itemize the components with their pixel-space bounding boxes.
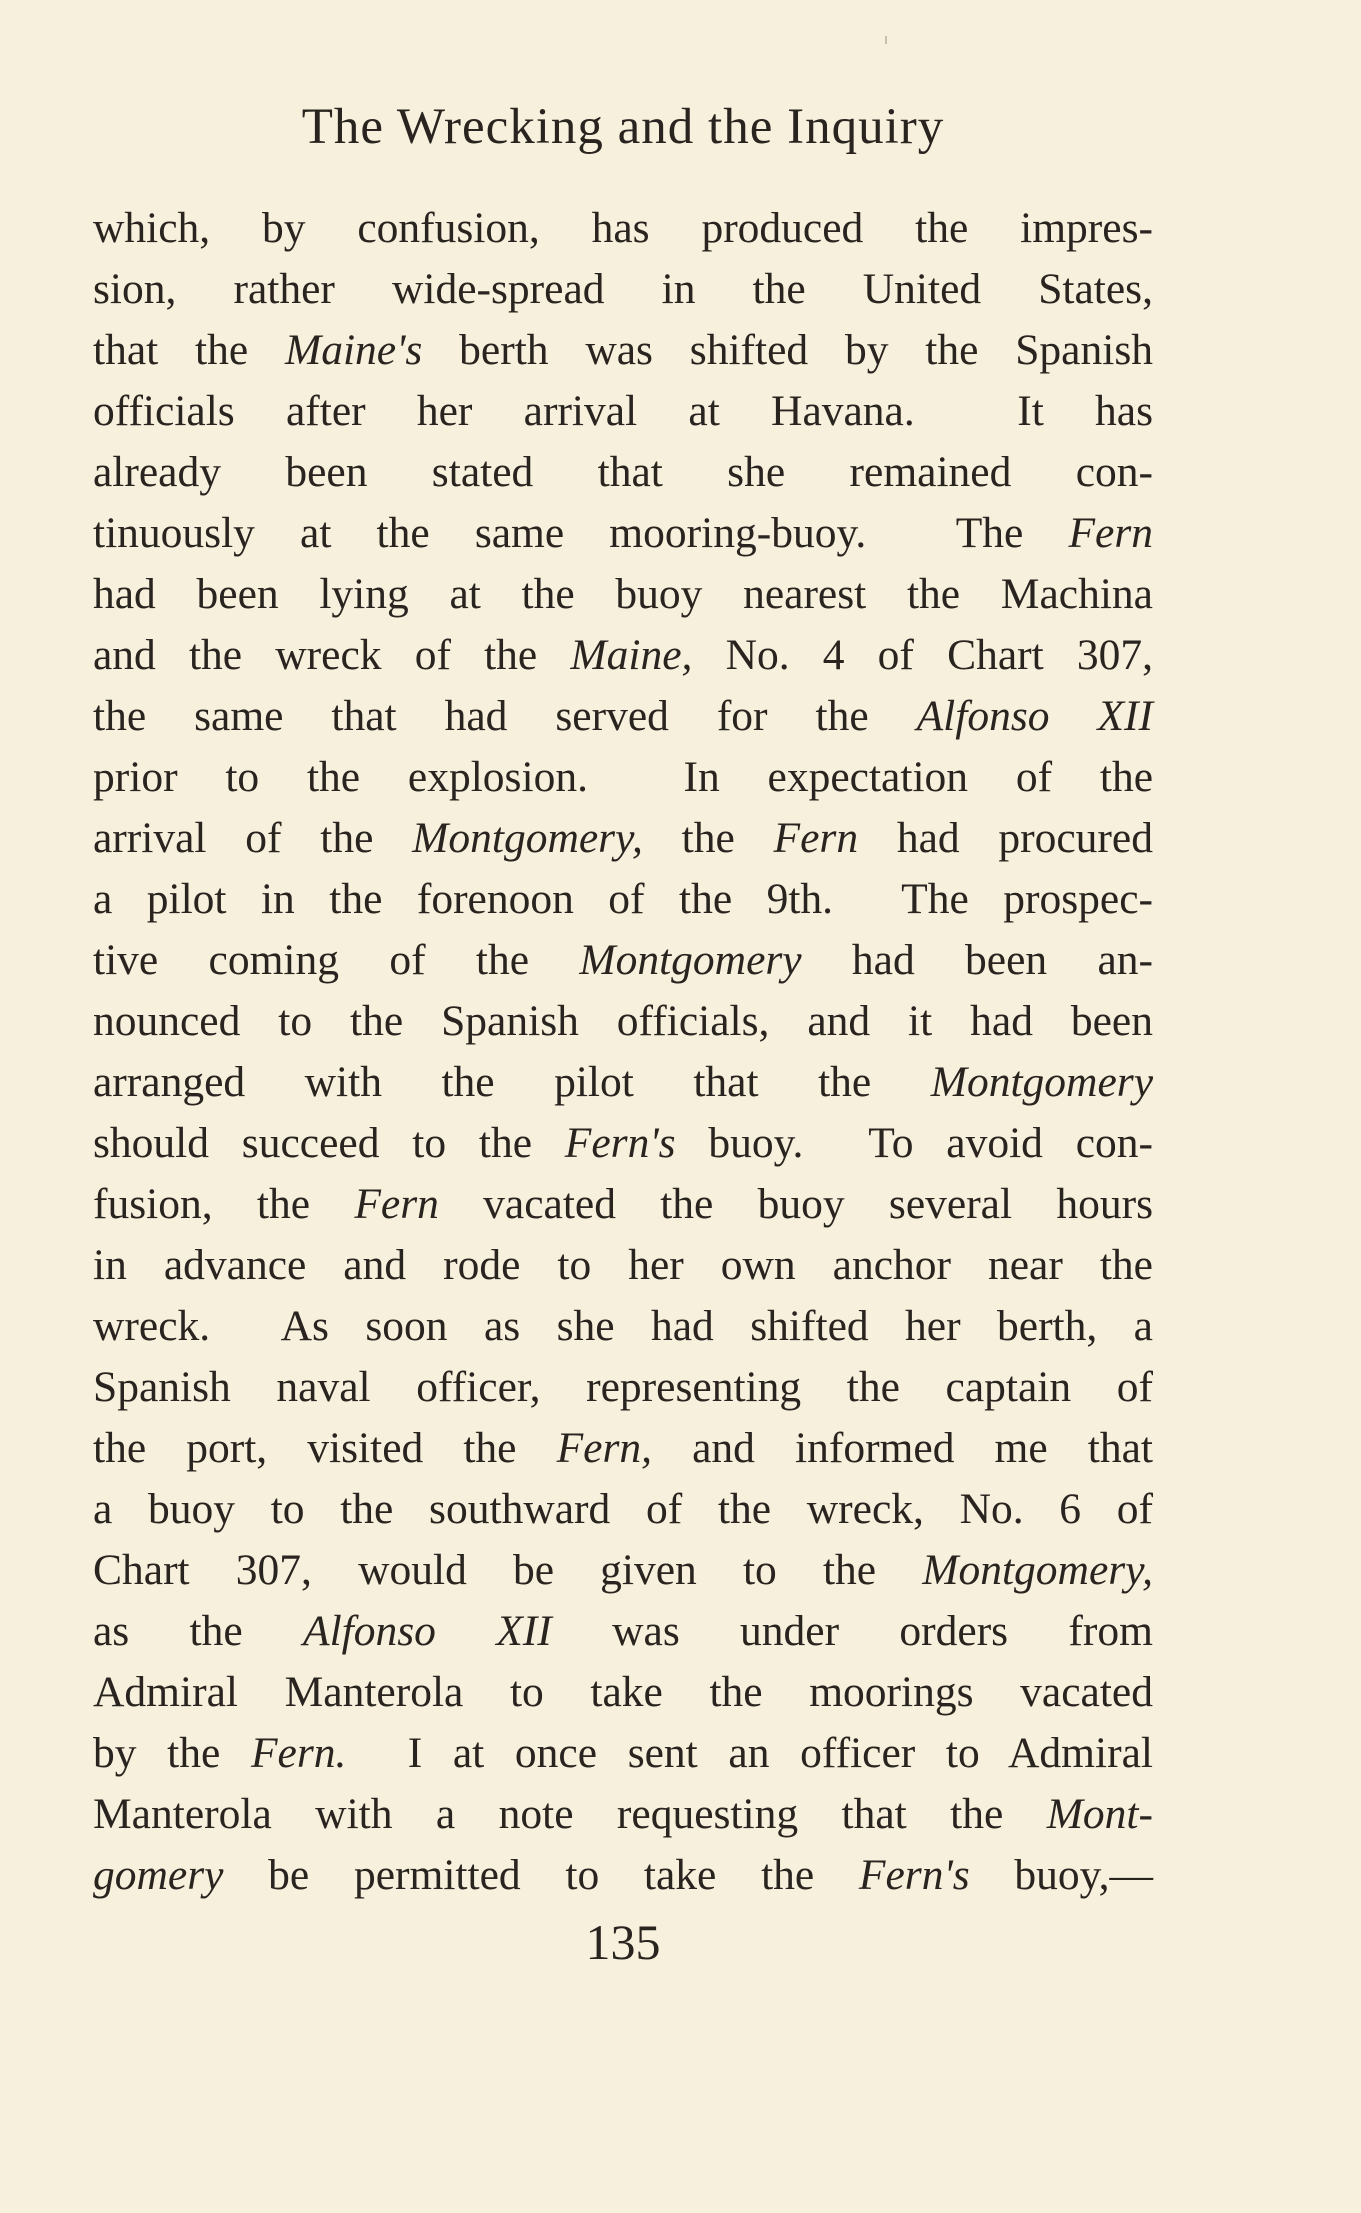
text-segment: the xyxy=(642,814,774,862)
italic-ship-name: Fern's xyxy=(858,1851,970,1899)
italic-ship-name: Fern. xyxy=(250,1729,347,1777)
text-segment: Spanish naval officer, representing the captain of xyxy=(93,1363,1153,1411)
text-segment: tive coming of the xyxy=(93,936,580,984)
text-segment: Admiral Manterola to take the moorings vacated xyxy=(93,1668,1153,1716)
text-line xyxy=(93,503,1153,564)
body-text xyxy=(93,198,1153,1906)
text-segment: I at once sent an officer to Admiral xyxy=(346,1729,1153,1777)
text-line xyxy=(93,991,1153,1052)
text-segment: buoy,— xyxy=(969,1851,1153,1899)
text-line xyxy=(93,930,1153,991)
text-line xyxy=(93,686,1153,747)
text-line xyxy=(93,1662,1153,1723)
text-segment: in advance and rode to her own anchor near the xyxy=(93,1241,1153,1289)
text-line xyxy=(93,381,1153,442)
text-line xyxy=(93,747,1153,808)
text-segment: the port, visited the xyxy=(93,1424,557,1472)
italic-ship-name: Fern xyxy=(1068,509,1153,557)
text-segment: No. 4 of Chart 307, xyxy=(692,631,1153,679)
text-line xyxy=(93,442,1153,503)
text-segment: that the xyxy=(93,326,285,374)
running-head: The Wrecking and the Inquiry xyxy=(301,99,945,155)
text-segment: tinuously at the same mooring-buoy. The xyxy=(93,509,1069,557)
text-segment: fusion, the xyxy=(93,1180,355,1228)
text-line xyxy=(93,1723,1153,1784)
text-segment: Chart 307, would be given to the xyxy=(93,1546,923,1594)
text-line xyxy=(93,1845,1153,1906)
text-line xyxy=(93,1296,1153,1357)
page-number: 135 xyxy=(585,1914,661,1970)
italic-ship-name: Fern's xyxy=(564,1119,676,1167)
text-line xyxy=(93,320,1153,381)
text-segment: vacated the buoy several hours xyxy=(438,1180,1153,1228)
text-line xyxy=(93,1540,1153,1601)
text-line xyxy=(93,1601,1153,1662)
italic-ship-name: Mont- xyxy=(1046,1790,1153,1838)
text-segment: nounced to the Spanish officials, and it had been xyxy=(93,997,1153,1045)
text-line xyxy=(93,564,1153,625)
italic-ship-name: Alfonso XII xyxy=(916,692,1154,740)
text-line xyxy=(93,198,1153,259)
text-segment: wreck. As soon as she had shifted her berth, a xyxy=(93,1302,1153,1350)
text-segment: had been lying at the buoy nearest the Machina xyxy=(93,570,1153,618)
italic-ship-name: Maine, xyxy=(570,631,693,679)
text-segment: a buoy to the southward of the wreck, No. 6 of xyxy=(93,1485,1153,1533)
text-segment: had been an- xyxy=(801,936,1153,984)
text-line xyxy=(93,1357,1153,1418)
text-segment: and informed me that xyxy=(652,1424,1153,1472)
text-segment: a pilot in the forenoon of the 9th. The prospec- xyxy=(93,875,1153,923)
text-segment: as the xyxy=(93,1607,303,1655)
italic-ship-name: Montgomery xyxy=(579,936,802,984)
text-line xyxy=(93,1479,1153,1540)
italic-ship-name: Fern xyxy=(773,814,859,862)
italic-ship-name: Montgomery, xyxy=(922,1546,1153,1594)
text-segment: which, by confusion, has produced the impres- xyxy=(93,204,1153,252)
text-line xyxy=(93,1113,1153,1174)
text-segment: the same that had served for the xyxy=(93,692,917,740)
text-segment: already been stated that she remained con- xyxy=(93,448,1153,496)
text-line xyxy=(93,808,1153,869)
text-line xyxy=(93,1235,1153,1296)
text-line xyxy=(93,1418,1153,1479)
text-segment: Manterola with a note requesting that the xyxy=(93,1790,1047,1838)
text-segment: be permitted to take the xyxy=(223,1851,859,1899)
text-segment: berth was shifted by the Spanish xyxy=(422,326,1153,374)
italic-ship-name: gomery xyxy=(93,1851,224,1899)
italic-ship-name: Alfonso XII xyxy=(303,1607,552,1655)
paper-speck xyxy=(885,36,887,44)
text-segment: was under orders from xyxy=(551,1607,1153,1655)
text-line xyxy=(93,869,1153,930)
italic-ship-name: Montgomery xyxy=(930,1058,1153,1106)
text-segment: by the xyxy=(93,1729,251,1777)
italic-ship-name: Fern, xyxy=(556,1424,653,1472)
text-segment: had procured xyxy=(858,814,1153,862)
italic-ship-name: Montgomery, xyxy=(412,814,643,862)
text-segment: sion, rather wide-spread in the United States, xyxy=(93,265,1153,313)
text-segment: should succeed to the xyxy=(93,1119,565,1167)
text-line xyxy=(93,259,1153,320)
text-segment: arrival of the xyxy=(93,814,413,862)
text-line xyxy=(93,1784,1153,1845)
text-segment: arranged with the pilot that the xyxy=(93,1058,931,1106)
italic-ship-name: Fern xyxy=(354,1180,439,1228)
text-segment: buoy. To avoid con- xyxy=(675,1119,1153,1167)
text-segment: officials after her arrival at Havana. It has xyxy=(93,387,1153,435)
text-line xyxy=(93,1174,1153,1235)
text-segment: and the wreck of the xyxy=(93,631,571,679)
text-line xyxy=(93,625,1153,686)
text-segment: prior to the explosion. In expectation of the xyxy=(93,753,1153,801)
text-line xyxy=(93,1052,1153,1113)
italic-ship-name: Maine's xyxy=(284,326,423,374)
